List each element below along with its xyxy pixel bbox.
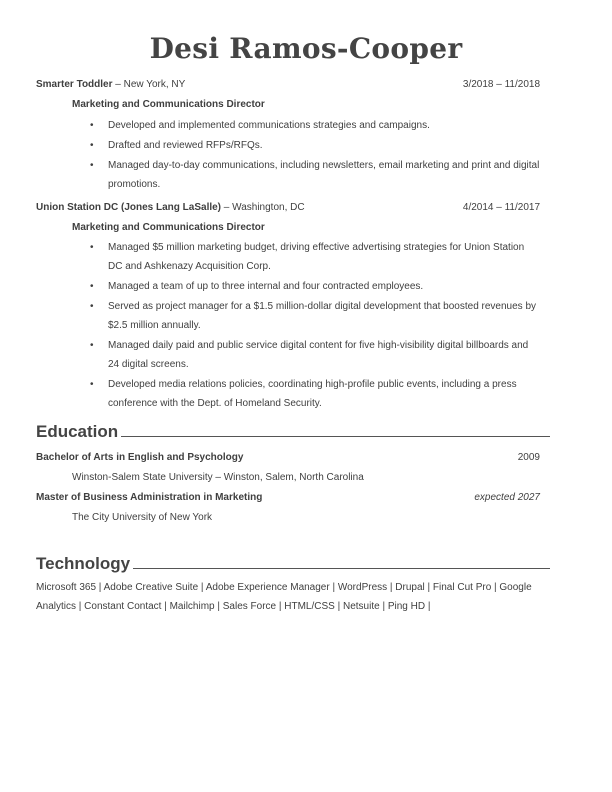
bullet-glyph: • <box>90 301 94 312</box>
education-entry-header <box>36 451 540 465</box>
section-header-education <box>36 420 550 442</box>
bullet-text: Developed and implemented communications strategies and campaigns. <box>108 120 430 131</box>
list-item <box>90 156 540 194</box>
degree-date: expected 2027 <box>474 492 540 503</box>
technology-list: Microsoft 365 | Adobe Creative Suite | Adobe Experience Manager | WordPress | Drupal | Final Cut Pro | Google Analytics | Constant Contact | Mailchimp | Sales Force | HTML/CSS | Netsuite | Ping HD | <box>36 582 532 612</box>
job-header <box>36 201 540 215</box>
school-name: The City University of New York <box>72 512 213 523</box>
list-item <box>90 336 540 374</box>
list-item <box>90 297 540 335</box>
education-entry-header <box>36 491 540 505</box>
bullet-text: Drafted and reviewed RFPs/RFQs. <box>108 140 263 151</box>
bullet-glyph: • <box>90 140 94 151</box>
degree-name: Master of Business Administration in Marketing <box>36 492 263 503</box>
bullet-text: Managed daily paid and public service digital content for five high-visibility digital billboards and 24 digital screens. <box>108 340 529 370</box>
employer-location: – New York, NY <box>112 79 186 90</box>
section-divider <box>121 436 550 437</box>
job-title: Marketing and Communications Director <box>72 222 265 233</box>
job-bullet-list <box>90 116 540 195</box>
degree-date: 2009 <box>517 452 540 463</box>
bullet-glyph: • <box>90 160 94 171</box>
section-title: Technology <box>36 554 131 573</box>
candidate-name: Desi Ramos-Cooper <box>149 32 463 65</box>
job-header <box>36 78 540 92</box>
job-dates: 3/2018 – 11/2018 <box>462 79 540 90</box>
bullet-text: Managed day-to-day communications, including newsletters, email marketing and print and digital promotions. <box>108 160 540 190</box>
bullet-text: Served as project manager for a $1.5 million-dollar digital development that boosted revenues by $2.5 million annually. <box>108 301 537 331</box>
employer-location: – Washington, DC <box>221 202 305 213</box>
list-item <box>90 136 540 155</box>
employer-name: Union Station DC (Jones Lang LaSalle) <box>36 202 222 213</box>
job-dates: 4/2014 – 11/2017 <box>462 202 540 213</box>
bullet-text: Developed media relations policies, coordinating high-profile public events, including a press conference with the Dept. of Homeland Security. <box>108 379 517 409</box>
bullet-text: Managed a team of up to three internal and four contracted employees. <box>108 281 424 292</box>
job-title: Marketing and Communications Director <box>72 99 265 110</box>
degree-name: Bachelor of Arts in English and Psychology <box>36 452 244 463</box>
employer-name: Smarter Toddler <box>36 79 113 90</box>
bullet-glyph: • <box>90 340 94 351</box>
bullet-text: Managed $5 million marketing budget, driving effective advertising strategies for Union Station DC and Ashkenazy Acquisition Corp. <box>108 242 525 272</box>
school-name: Winston-Salem State University – Winston, Salem, North Carolina <box>72 472 364 483</box>
list-item <box>90 375 540 413</box>
bullet-glyph: • <box>90 120 94 131</box>
bullet-glyph: • <box>90 242 94 253</box>
bullet-glyph: • <box>90 281 94 292</box>
list-item <box>90 238 540 276</box>
section-divider <box>133 568 550 569</box>
section-title: Education <box>36 422 119 441</box>
job-bullet-list <box>90 238 540 414</box>
list-item <box>90 116 540 135</box>
section-header-technology <box>36 552 550 574</box>
bullet-glyph: • <box>90 379 94 390</box>
list-item <box>90 277 540 296</box>
